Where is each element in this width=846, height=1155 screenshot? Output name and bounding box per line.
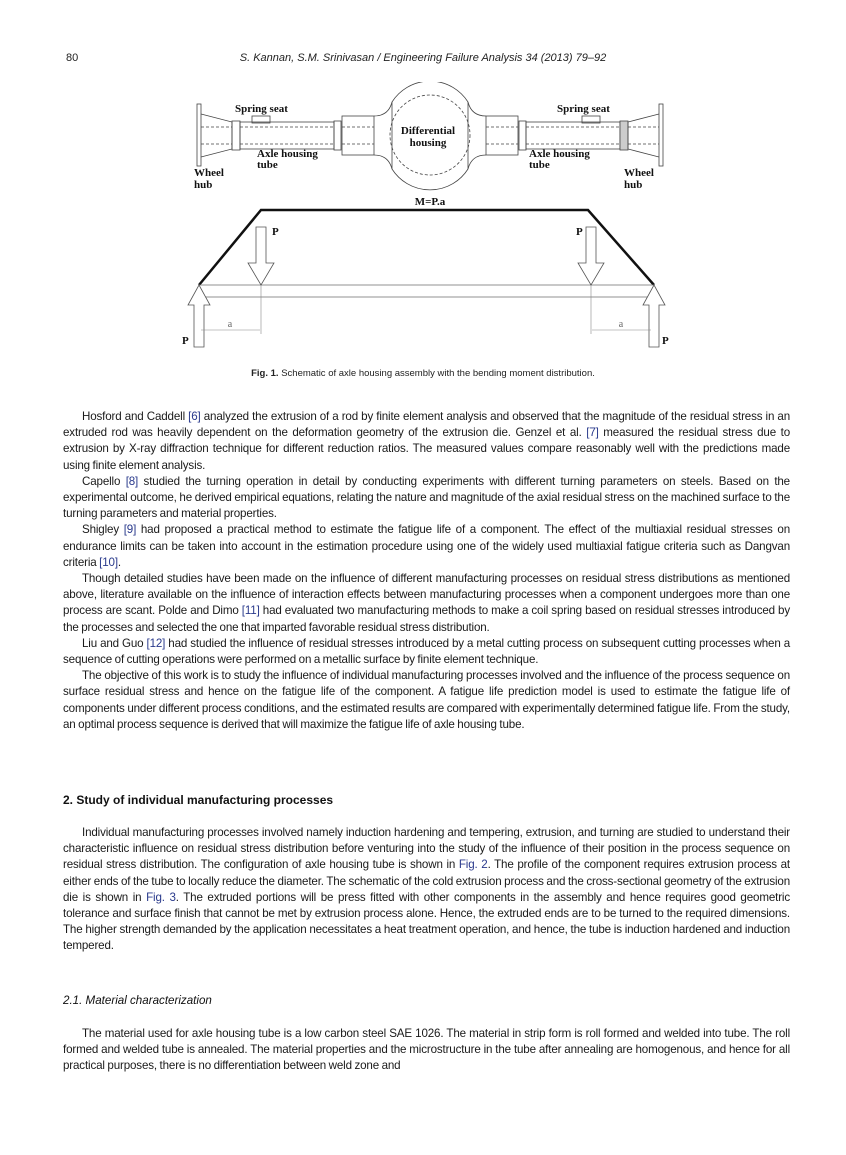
label-reaction-left: P <box>182 335 189 347</box>
paragraph-text: . The extruded portions will be press fitted with other components in the assembly and hence requires good geometric tolerance and surface finish that cannot be met by extrusion process alone. Hence, the extruded ends are to be turned to the required dimensions. The higher strength demanded by the application necessitates a heat treatment operation, and hence, the tube is induction hardened and induction tempered. <box>63 890 790 953</box>
section-2-body <box>63 825 790 955</box>
label-wheel-hub-right-2: hub <box>624 179 643 191</box>
paragraph-text: Hosford and Caddell <box>82 410 189 423</box>
label-axle-tube-left-2: tube <box>257 159 278 171</box>
paragraph <box>63 668 790 733</box>
paragraph-text: Capello <box>82 474 126 488</box>
subsection-heading: 2.1. Material characterization <box>63 994 212 1007</box>
label-load-left: P <box>272 226 279 238</box>
paragraph-text: had proposed a practical method to estimate the fatigue life of a component. The effect of the multiaxial residual stresses on endurance limits can be taken into account in the estimation procedure using one of the widely used multiaxial fatigue criteria such as Dangvan criteria <box>63 523 790 569</box>
intro-body <box>63 409 790 733</box>
label-wheel-hub-left-2: hub <box>194 179 213 191</box>
label-differential-line2: housing <box>409 137 447 149</box>
beam <box>199 285 654 297</box>
label-differential-line1: Differential <box>400 125 456 137</box>
paragraph-text: Shigley <box>82 523 124 537</box>
paragraph-text: . <box>117 555 121 569</box>
figure-1-caption <box>0 368 846 379</box>
axle-housing-diagram <box>180 82 680 362</box>
label-moment: M=P.a <box>414 196 446 208</box>
citation-link[interactable]: [6] <box>188 410 201 423</box>
paragraph-text: had studied the influence of residual stresses introduced by a metal cutting process on subsequent cutting processes when a sequence of cutting operations were performed on a metallic surface by finite element technique. <box>63 636 790 667</box>
running-head: S. Kannan, S.M. Srinivasan / Engineering Failure Analysis 34 (2013) 79–92 <box>239 52 607 64</box>
paragraph <box>63 825 790 955</box>
caption-label: Fig. 1. <box>251 368 279 379</box>
paragraph-text: measured the residual stress due to extrusion by X-ray diffraction technique for different reduction ratios. The measured values compare reasonably well with the predictions made using finite element analysis. <box>63 426 790 472</box>
paragraph-text: . The profile of the component requires extrusion process at either ends of the tube to locally reduce the diameter. The schematic of the cold extrusion process and the cross-sectional geometry of the extrusion die is shown in <box>63 858 790 904</box>
paragraph-text: The objective of this work is to study the influence of individual manufacturing processes involved and the influence of the process sequence on surface residual stress and hence on the fatigue life of the component. A fatigue life prediction model is used to estimate the fatigue life of components under different process conditions, and the estimated results are compared with experimentally determined fatigue life. From the study, an optimal process sequence is derived that will maximize the fatigue life of axle housing tube. <box>63 669 790 731</box>
load-arrow-left-icon <box>248 227 274 285</box>
label-wheel-hub-left-1: Wheel <box>194 167 224 179</box>
paragraph <box>63 636 790 668</box>
paragraph <box>63 409 790 474</box>
paragraph-text: Individual manufacturing processes involved namely induction hardening and tempering, extrusion, and turning are studied to understand their characteristic influence on residual stress distribution before venturing into the study of the influence of their position in the process sequence on residual stress distribution. The configuration of axle housing tube is shown in <box>63 826 790 872</box>
paragraph <box>63 571 790 636</box>
citation-link[interactable]: [12] <box>146 636 166 650</box>
label-dist-right: a <box>618 319 624 330</box>
label-load-right: P <box>576 226 583 238</box>
citation-link[interactable]: Fig. 2 <box>458 858 488 872</box>
paragraph-text: studied the turning operation in detail by conducting experiments with different turning parameters on steels. Based on the experimental outcome, he derived empirical equations, relating the nature and magnitude of the axial residual stress on the machined surface to the turning parameters and material properties. <box>63 474 790 521</box>
paragraph-text: Though detailed studies have been made on the influence of different manufacturing processes on residual stress distributions as mentioned above, literature available on the influence of interaction effects between manufacturing processes when a component undergoes more than one process are scant. Polde and Dimo <box>63 572 790 618</box>
paragraph-text: Liu and Guo <box>82 636 147 650</box>
page-header <box>0 52 846 68</box>
label-wheel-hub-right-1: Wheel <box>624 167 654 179</box>
label-spring-seat-left: Spring seat <box>235 103 288 115</box>
label-axle-tube-left-1: Axle housing <box>257 148 318 160</box>
paragraph <box>63 522 790 571</box>
citation-link[interactable]: [9] <box>123 523 137 537</box>
paragraph-text: had evaluated two manufacturing methods to make a coil spring based on residual stresses introduced by the processes and selected the one that imparted favorable residual stress distribution. <box>63 604 790 634</box>
label-dist-left: a <box>227 319 233 330</box>
citation-link[interactable]: Fig. 3 <box>146 890 176 904</box>
citation-link[interactable]: [10] <box>99 555 118 569</box>
label-axle-tube-right-1: Axle housing <box>529 148 590 160</box>
section-heading: 2. Study of individual manufacturing processes <box>63 793 334 807</box>
label-axle-tube-right-2: tube <box>529 159 550 171</box>
paragraph <box>63 474 790 523</box>
label-reaction-right: P <box>662 335 669 347</box>
caption-text: Schematic of axle housing assembly with the bending moment distribution. <box>278 368 595 379</box>
section-2-1-body <box>63 1026 790 1075</box>
citation-link[interactable]: [8] <box>125 474 139 488</box>
figure-1-schematic <box>180 82 680 362</box>
citation-link[interactable]: [11] <box>241 604 260 618</box>
paragraph-text: analyzed the extrusion of a rod by finite element analysis and observed that the magnitude of the residual stress in an extruded rod was heavily dependent on the deformation geometry of the extrusion die. Genzel et al. <box>63 410 790 440</box>
citation-link[interactable]: [7] <box>586 426 599 440</box>
page-number: 80 <box>66 52 79 64</box>
paragraph <box>63 1026 790 1075</box>
label-spring-seat-right: Spring seat <box>557 103 610 115</box>
paragraph-text: The material used for axle housing tube is a low carbon steel SAE 1026. The material in strip form is roll formed and welded into tube. The roll formed and welded tube is annealed. The material properties and the microstructure in the tube after annealing are homogenous, and hence for all practical purposes, there is no differentiation between weld zone and <box>63 1027 790 1073</box>
